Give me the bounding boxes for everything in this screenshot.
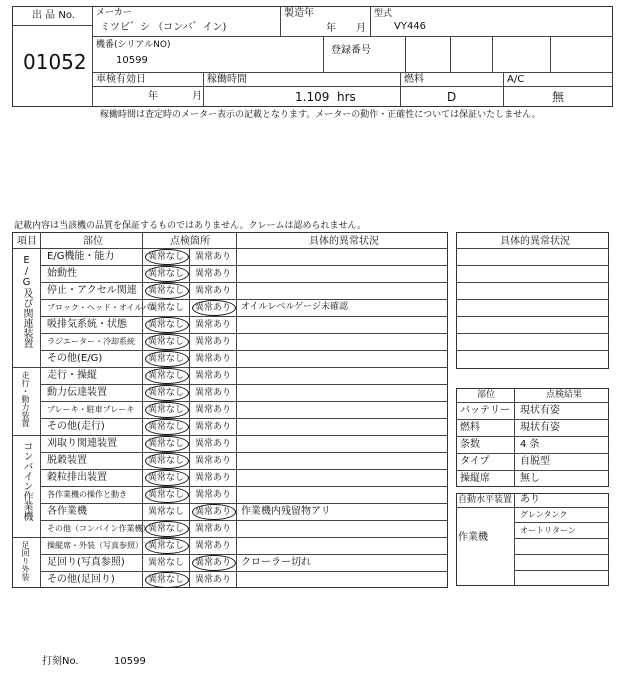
lot-label: 出 品 No. (32, 10, 75, 21)
status-ok-label: 異常なし (148, 456, 185, 466)
inspection-part: バッテリー (460, 405, 510, 416)
fuel-label: 燃料 (404, 74, 424, 85)
group-label-combine: コンバイン作業機 (21, 441, 32, 521)
status-circle-ok (145, 470, 189, 486)
status-ng-label: 異常あり (195, 456, 232, 466)
month-unit: 月 (356, 23, 366, 34)
serial-label: 機番(シリアルNO) (96, 40, 171, 50)
inspection-part: 条数 (460, 439, 480, 450)
status-circle-ng (192, 504, 236, 520)
status-ok-label: 異常なし (148, 575, 185, 585)
status-ng-label: 異常あり (195, 286, 232, 296)
status-ok-label: 異常なし (148, 252, 185, 262)
status-ng-label: 異常あり (195, 405, 232, 415)
inspection-part: 操縦席 (460, 473, 490, 484)
status-ng-label: 異常あり (195, 354, 232, 364)
status-circle-ok (145, 572, 189, 588)
row-part-label: 操縦席・外装（写真参照） (47, 541, 143, 550)
status-ng-label: 異常あり (195, 575, 232, 585)
row-part-label: 各作業機 (47, 506, 87, 517)
group-label-engine: E/G及び関連装置 (21, 255, 32, 348)
status-circle-ok (145, 402, 189, 418)
status-circle-ok (145, 283, 189, 299)
status-ng-label: 異常あり (195, 439, 232, 449)
ac-label: A/C (507, 74, 525, 85)
row-part-label: 停止・アクセル関連 (47, 285, 137, 296)
status-circle-ok (145, 351, 189, 367)
status-ok-label: 異常なし (148, 473, 185, 483)
row-part-label: ブロック・ヘッド・オイルパン (47, 303, 158, 312)
status-ng-label: 異常あり (195, 269, 232, 279)
status-ng-label: 異常あり (195, 371, 232, 381)
hours-label: 稼働時間 (207, 74, 247, 85)
stamp-label: 打刻No. (42, 656, 79, 667)
status-ok-label: 異常なし (148, 320, 185, 330)
status-ng-label: 異常あり (195, 541, 232, 551)
inspection-result: 4 条 (520, 439, 540, 450)
status-ok-label: 異常なし (148, 388, 185, 398)
status-ng-label: 異常あり (195, 337, 232, 347)
inspection-part: タイプ (460, 456, 490, 467)
status-ok-label: 異常なし (148, 405, 185, 415)
status-ng-label: 異常あり (195, 388, 232, 398)
inspection-part-header: 部位 (477, 390, 496, 400)
stamp-value: 10599 (114, 656, 146, 667)
status-ok-label: 異常なし (148, 541, 185, 551)
group-label-drive: 走行・動力装置 (21, 371, 30, 427)
row-part-label: E/G機能・能力 (47, 251, 115, 262)
implement-item-0: グレンタンク (520, 510, 568, 519)
status-circle-ok (145, 419, 189, 435)
model-value: VY446 (394, 21, 427, 32)
status-ng-label: 異常あり (195, 320, 232, 330)
model-label: 型式 (374, 9, 393, 19)
inspection-result: 無し (520, 473, 540, 484)
row-part-label: その他(足回り) (47, 574, 115, 585)
status-ok-label: 異常なし (148, 371, 185, 381)
inspection-label: 車検有効日 (96, 74, 146, 85)
status-circle-ok (145, 385, 189, 401)
status-ng-label: 異常あり (195, 422, 232, 432)
auto-level-label: 自動水平装置 (458, 495, 513, 505)
status-ng-label: 異常あり (195, 490, 232, 500)
inspection-result: 現状有姿 (520, 405, 560, 416)
group-label-undercarriage: 足回り外装 (21, 541, 30, 581)
quality-note: 記載内容は当該機の品質を保証するものではありません。クレームは認められません。 (14, 221, 367, 231)
ac-value: 無 (552, 90, 565, 104)
row-part-label: 各作業機の操作と動き (47, 490, 127, 499)
row-part-label: ブレーキ・駐車ブレーキ (47, 405, 135, 414)
lot-number: 01052 (23, 50, 87, 74)
inspection-result: 現状有姿 (520, 422, 560, 433)
status-ng-label: 異常あり (195, 507, 232, 517)
status-ng-label: 異常あり (195, 558, 232, 568)
auto-level-value: あり (520, 494, 540, 505)
row-part-label: 脱穀装置 (47, 455, 87, 466)
row-part-label: 刈取り関連装置 (47, 438, 117, 449)
status-circle-ok (145, 521, 189, 537)
status-circle-ok (145, 487, 189, 503)
row-detail: オイルレベルゲージ未確認 (241, 302, 348, 312)
status-circle-ng (192, 555, 236, 571)
status-ng-label: 異常あり (195, 303, 232, 313)
col-check-header: 点検箇所 (170, 236, 210, 247)
hours-unit: hrs (337, 90, 356, 104)
status-circle-ok (145, 266, 189, 282)
col-detail-header: 具体的異常状況 (309, 236, 379, 247)
year-label: 製造年 (284, 8, 314, 19)
row-detail: クローラー切れ (241, 557, 311, 568)
year-unit: 年 (326, 23, 336, 34)
hours-value: 1.109 (295, 90, 330, 104)
row-part-label: 走行・操縦 (47, 370, 97, 381)
serial-value: 10599 (116, 55, 148, 66)
status-circle-ok (145, 334, 189, 350)
status-ok-label: 異常なし (148, 286, 185, 296)
row-part-label: 吸排気系統・状態 (47, 319, 127, 330)
maker-label: メーカー (96, 8, 132, 18)
inspection-part: 燃料 (460, 422, 480, 433)
status-ok-label: 異常なし (148, 337, 185, 347)
status-circle-ok (145, 538, 189, 554)
col-part-header: 部位 (83, 236, 103, 247)
implement-label: 作業機 (458, 532, 488, 543)
status-circle-ng (192, 300, 236, 316)
inspection-result: 自脱型 (520, 456, 550, 467)
status-ok-label: 異常なし (148, 558, 185, 568)
status-circle-ok (145, 317, 189, 333)
hours-note: 稼働時間は査定時のメーター表示の記載となります。メーターの動作・正確性については保証いたしません。 (100, 110, 541, 120)
row-part-label: ラジエーター・冷却系統 (47, 337, 135, 346)
status-ok-label: 異常なし (148, 303, 185, 313)
inspection-year-unit: 年 (148, 91, 158, 102)
row-part-label: 穀粒排出装置 (47, 472, 107, 483)
status-ok-label: 異常なし (148, 524, 185, 534)
row-part-label: その他(走行) (47, 421, 105, 432)
row-part-label: 動力伝達装置 (47, 387, 107, 398)
col-item-header: 項目 (17, 236, 37, 247)
status-ok-label: 異常なし (148, 490, 185, 500)
inspection-result-header: 点検結果 (546, 390, 583, 400)
status-ng-label: 異常あり (195, 252, 232, 262)
status-ng-label: 異常あり (195, 473, 232, 483)
row-part-label: その他（コンバイン作業機） (47, 524, 151, 533)
implement-item-1: オートリターン (520, 526, 576, 535)
status-ok-label: 異常なし (148, 507, 185, 517)
maker-value: ミツビ゛シ （コンバ゛イン) (100, 22, 227, 33)
status-ok-label: 異常なし (148, 354, 185, 364)
inspection-month-unit: 月 (192, 91, 202, 102)
row-part-label: 始動性 (47, 268, 77, 279)
fuel-value: D (447, 90, 457, 104)
right-detail-header: 具体的異常状況 (500, 236, 570, 247)
status-ok-label: 異常なし (148, 439, 185, 449)
reg-label: 登録番号 (331, 45, 371, 56)
row-detail: 作業機内残留物アリ (241, 506, 331, 517)
status-circle-ok (145, 368, 189, 384)
status-ok-label: 異常なし (148, 269, 185, 279)
status-circle-ok (145, 436, 189, 452)
status-ok-label: 異常なし (148, 422, 185, 432)
status-circle-ok (145, 249, 189, 265)
row-part-label: 足回り(写真参照) (47, 557, 125, 568)
row-part-label: その他(E/G) (47, 353, 103, 364)
status-circle-ok (145, 453, 189, 469)
status-ng-label: 異常あり (195, 524, 232, 534)
